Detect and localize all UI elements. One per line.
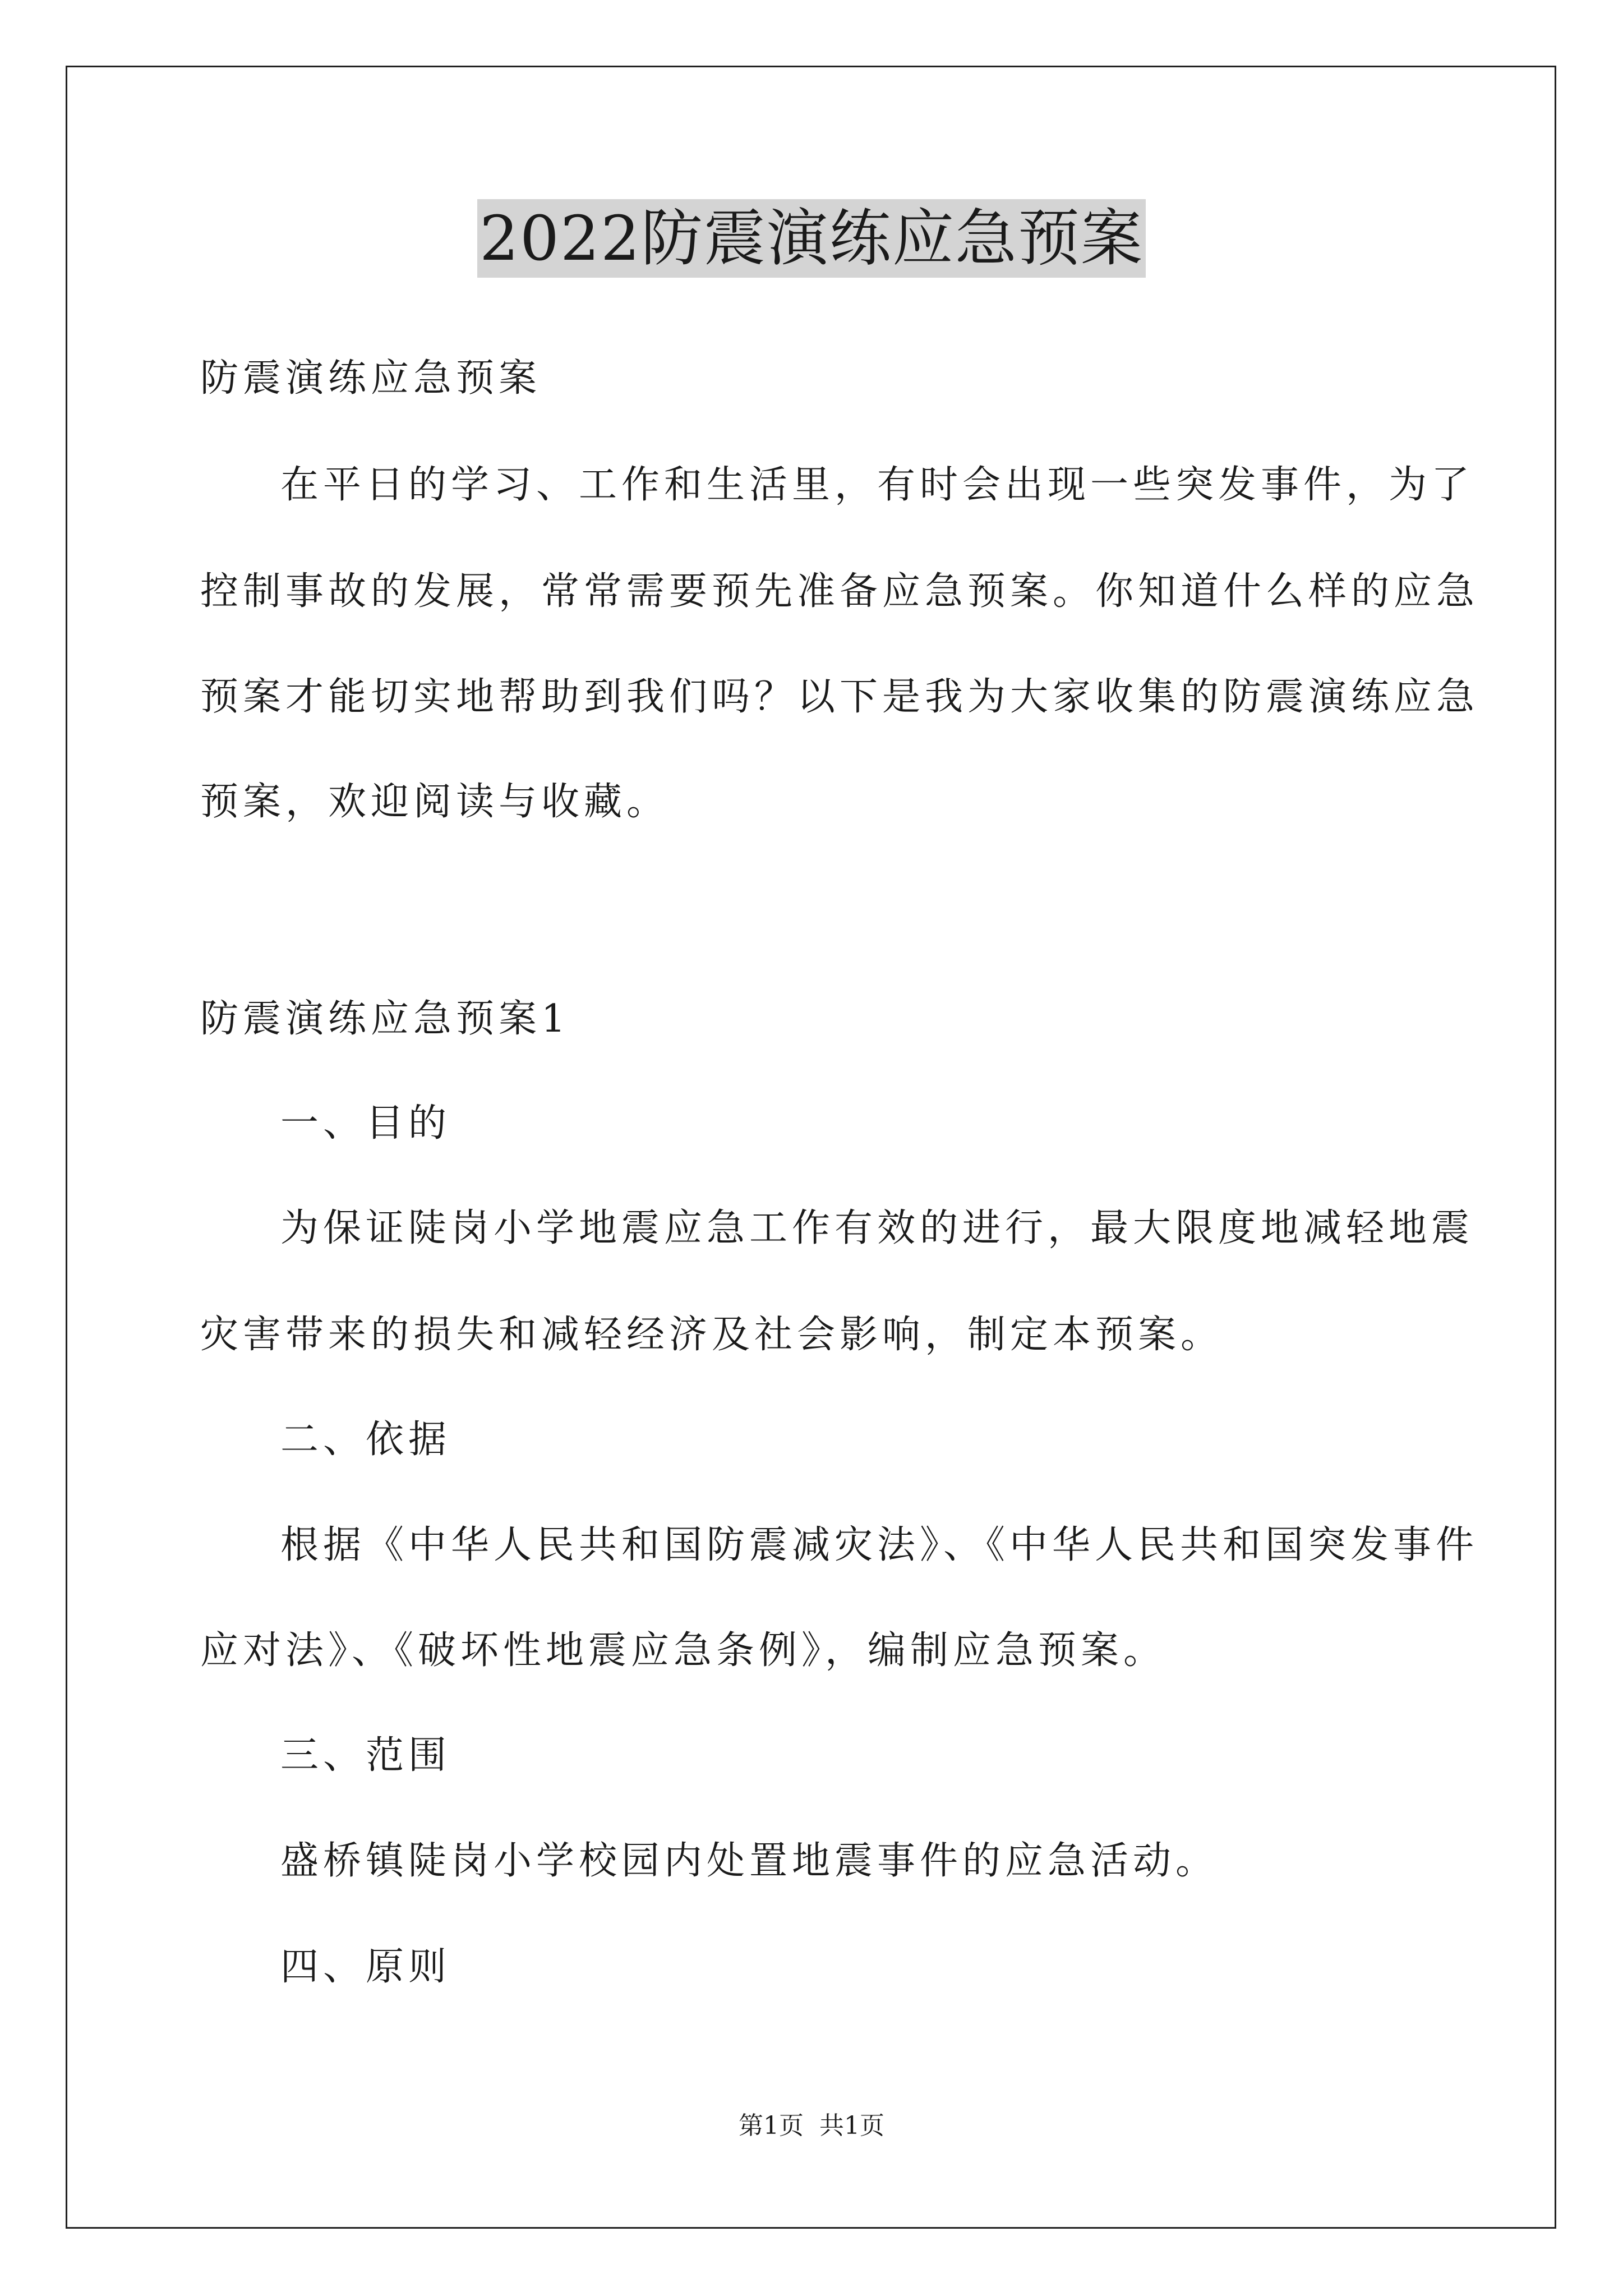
- page-footer: [0, 2109, 1623, 2143]
- document-title: 2022防震演练应急预案: [477, 199, 1146, 278]
- intro-line-1: 在平日的学习、工作和生活里，有时会出现一些突发事件，为了: [280, 463, 1474, 507]
- page-number: 第1页: [739, 2111, 804, 2140]
- basis-line-2: 应对法》、《破坏性地震应急条例》，编制应急预案。: [200, 1628, 1166, 1673]
- purpose-line-1: 为保证陡岗小学地震应急工作有效的进行，最大限度地减轻地震: [280, 1206, 1474, 1250]
- scope-line: 盛桥镇陡岗小学校园内处置地震事件的应急活动。: [280, 1839, 1219, 1883]
- purpose-line-2: 灾害带来的损失和减轻经济及社会影响，制定本预案。: [200, 1313, 1224, 1357]
- heading-scope: 三、范围: [280, 1733, 451, 1778]
- page-total: 共1页: [819, 2111, 884, 2140]
- title-wrap: [0, 199, 1623, 278]
- intro-line-4: 预案，欢迎阅读与收藏。: [200, 780, 670, 824]
- basis-line-1: 根据《中华人民共和国防震减灾法》、《中华人民共和国突发事件: [280, 1523, 1479, 1567]
- heading-purpose: 一、目的: [280, 1101, 451, 1145]
- section-title: 防震演练应急预案1: [200, 997, 570, 1041]
- heading-basis: 二、依据: [280, 1418, 451, 1462]
- heading-principles: 四、原则: [280, 1945, 451, 1989]
- intro-line-3: 预案才能切实地帮助到我们吗？以下是我为大家收集的防震演练应急: [200, 675, 1479, 719]
- intro-line-2: 控制事故的发展，常常需要预先准备应急预案。你知道什么样的应急: [200, 569, 1479, 614]
- document-subtitle: 防震演练应急预案: [200, 356, 542, 401]
